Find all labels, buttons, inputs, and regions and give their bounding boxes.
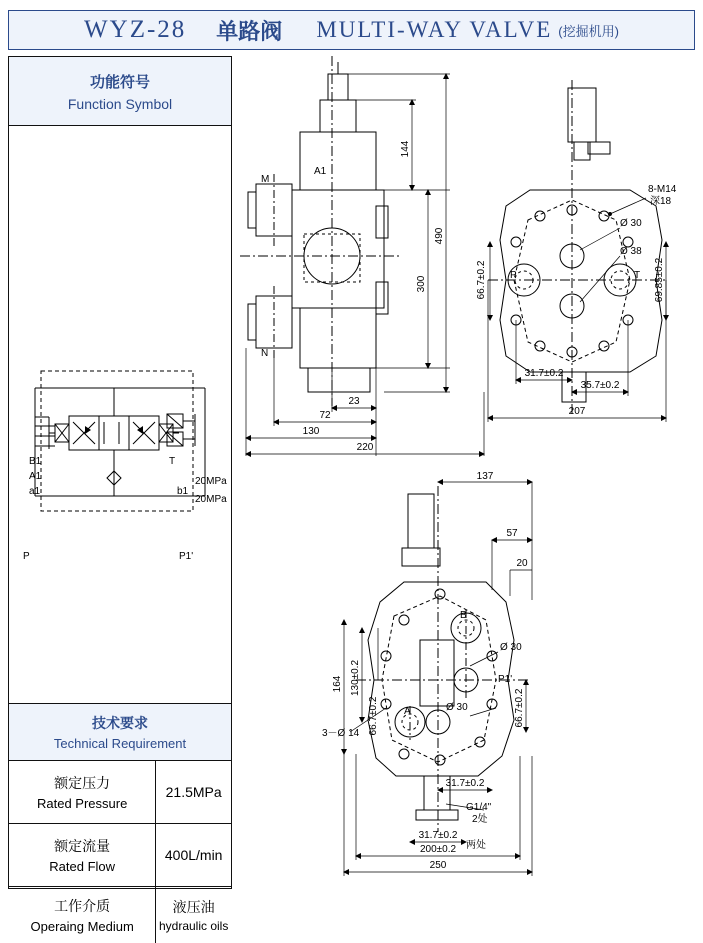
dim-8-m14: 8-M14 [648,184,677,195]
dim-3-d14: 3－Ø 14 [322,728,360,739]
spec-row-rated-flow [9,824,231,887]
spec-value-main: 400L/min [164,847,223,863]
title-cn-name: 单路阀 [216,18,283,44]
symbol-label-p1: P1' [179,551,194,562]
symbol-label-b1: B1 [29,456,42,467]
function-symbol-title-en: Function Symbol [67,95,173,112]
dim-207: 207 [568,406,586,417]
symbol-label-a1-low: a1 [29,486,41,497]
dim-220: 220 [356,442,374,453]
title-en-name: MULTI-WAY VALVE [316,17,553,42]
tech-req-title-en: Technical Requirement [53,736,187,751]
spec-label-en: Operaing Medium [30,919,134,934]
top-view-drawing [470,80,698,440]
title-bar [8,10,695,50]
bottom-view-drawing [320,470,700,890]
dim-69-85: 69.85±0.2 [654,257,665,303]
port-label-p: P [510,270,517,281]
port-label-p1: P1' [498,674,513,685]
dim-d30-a: Ø 30 [446,702,468,713]
spec-label-cn: 工作介质 [54,898,111,914]
symbol-label-p: P [23,551,30,562]
dim-35-7: 35.7±0.2 [580,380,620,391]
spec-value-rated-pressure [156,761,231,823]
spec-value-main: 液压油 [172,899,215,915]
dim-66-7: 66.7±0.2 [476,260,487,300]
function-symbol-title-cn: 功能符号 [89,73,150,91]
symbol-label-t: T [169,456,176,467]
dim-164: 164 [332,675,343,693]
spec-label-operating-medium [9,887,156,943]
dim-130: 130±0.2 [350,659,361,697]
dim-300: 300 [416,275,427,293]
spec-label-en: Rated Pressure [37,796,128,811]
dim-66-7-right: 66.7±0.2 [514,688,525,728]
dim-31-7: 31.7±0.2 [524,368,564,379]
dim-66-7-left: 66.7±0.2 [368,696,379,736]
dim-d30-b: Ø 30 [500,642,522,653]
dim-57: 57 [506,528,518,539]
function-symbol-diagram [9,126,231,704]
mark-a1: A1 [314,166,327,177]
spec-value-main: 21.5MPa [165,784,222,800]
dim-144: 144 [400,140,411,158]
spec-label-en: Rated Flow [49,859,116,874]
symbol-label-pressure-2: 20MPa [195,494,227,505]
dim-72: 72 [319,410,331,421]
spec-label-cn: 额定流量 [54,838,111,854]
dim-200: 200±0.2 [419,844,457,855]
symbol-label-a1: A1 [29,471,42,482]
spec-row-operating-medium [9,887,231,943]
dim-2places-b: 两处 [466,840,486,851]
dim-31-7-mid: 31.7±0.2 [445,778,485,789]
tech-req-title-cn: 技术要求 [92,715,148,731]
front-view-drawing [236,56,506,476]
dim-g14: G1/4" [466,802,492,813]
spec-value-operating-medium [156,887,231,943]
dim-130: 130 [302,426,320,437]
function-symbol-header [9,57,231,126]
spec-value-rated-flow [156,824,231,886]
dim-d30: Ø 30 [620,218,642,229]
dim-depth-18: 深18 [650,196,672,207]
hydraulic-symbol-svg [9,126,231,703]
symbol-label-b1-low: b1 [177,486,189,497]
dim-250: 250 [429,860,447,871]
spec-value-sub: hydraulic oils [158,919,229,933]
dim-d38: Ø 38 [620,246,642,257]
port-label-b: B [460,610,467,621]
symbol-label-pressure-1: 20MPa [195,476,227,487]
dim-20: 20 [516,558,528,569]
port-label-t: T [634,270,641,281]
dim-2places: 2处 [472,814,488,825]
mark-n: N [261,348,269,359]
title-suffix: (挖掘机用) [558,23,619,39]
dim-23: 23 [348,396,360,407]
spec-label-rated-flow [9,824,156,886]
dim-490: 490 [434,227,445,245]
spec-row-rated-pressure [9,761,231,824]
port-label-a: A [404,706,411,717]
dim-31-7-bottom: 31.7±0.2 [418,830,458,841]
mark-m: M [261,174,270,185]
technical-requirement-header [9,704,231,761]
title-model: WYZ-28 [84,16,187,43]
spec-label-cn: 额定压力 [54,775,111,791]
dim-137: 137 [476,471,494,482]
left-panel [8,56,232,934]
spec-label-rated-pressure [9,761,156,823]
